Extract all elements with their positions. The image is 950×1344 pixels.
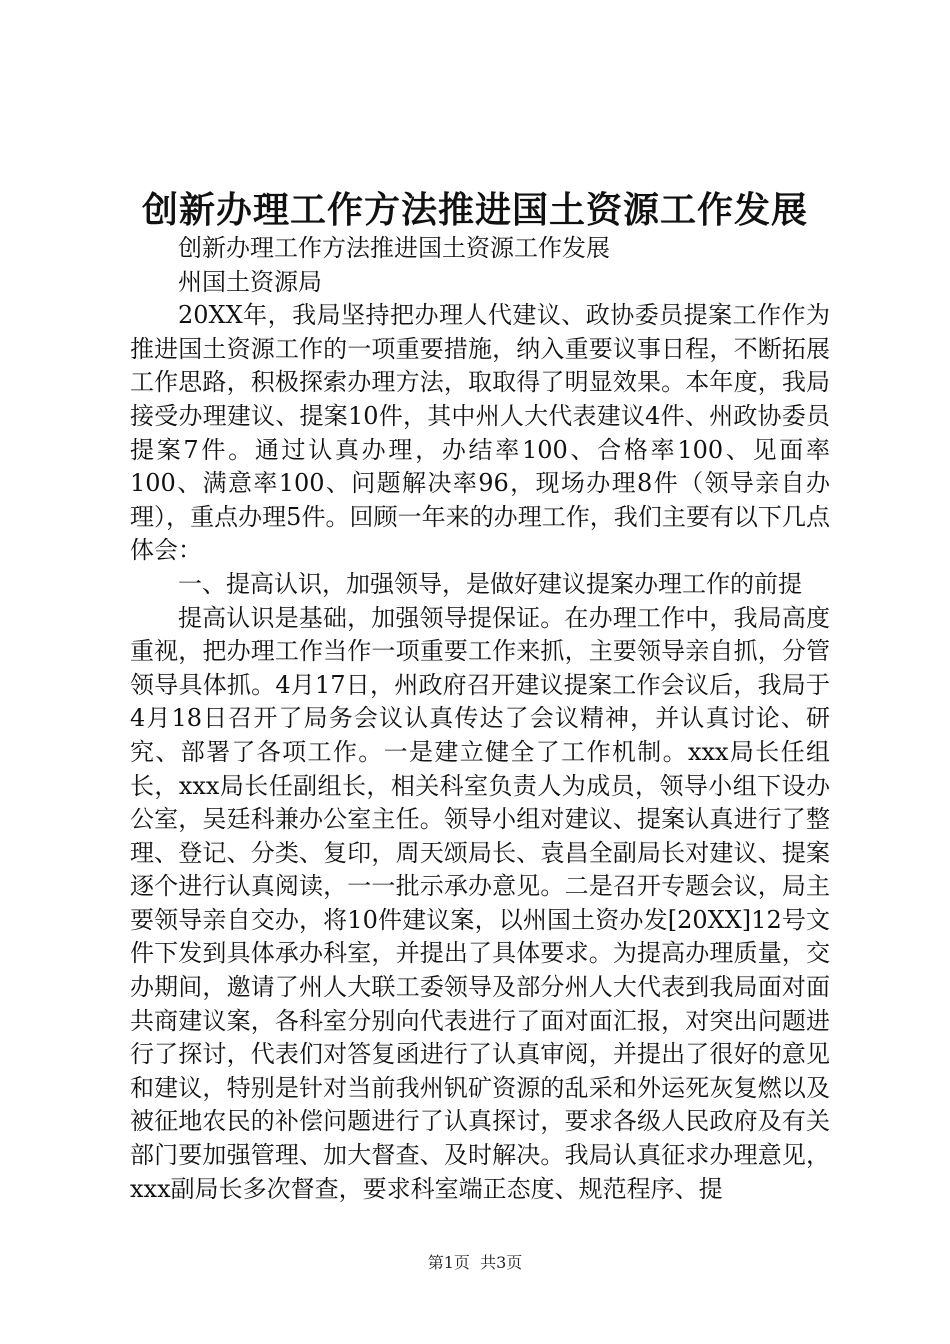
page-footer (0, 1252, 950, 1274)
author-line: 州国土资源局 (178, 267, 322, 296)
section-heading-1: 一、提高认识，加强领导，是做好建议提案办理工作的前提 (178, 569, 802, 598)
document-title: 创新办理工作方法推进国土资源工作发展 (141, 189, 808, 231)
intro-paragraph: 20XX年，我局坚持把办理人代建议、政协委员提案工作作为推进国土资源工作的一项重要措施，纳入重要议事日程，不断拓展工作思路，积极探索办理方法，取取得了明显效果。本年度，我局接受办理建议、提案10件，其中州人大代表建议4件、州政协委员提案7件。通过认真办理，办结率100、合格率100、见面率100、满意率100、问题解决率96，现场办理8件（领导亲自办理），重点办理5件。回顾一年来的办理工作，我们主要有以下几点体会： (130, 301, 830, 565)
subtitle-line: 创新办理工作方法推进国土资源工作发展 (178, 234, 610, 262)
section-1-paragraph: 提高认识是基础，加强领导提保证。在办理工作中，我局高度重视，把办理工作当作一项重要工作来抓，主要领导亲自抓，分管领导具体抓。4月17日，州政府召开建议提案工作会议后，我局于4月18日召开了局务会议认真传达了会议精神，并认真讨论、研究、部署了各项工作。一是建立健全了工作机制。xxx局长任组长，xxx局长任副组长，相关科室负责人为成员，领导小组下设办公室，吴廷科兼办公室主任。领导小组对建议、提案认真进行了整理、登记、分类、复印，周天颂局长、袁昌全副局长对建议、提案逐个进行认真阅读，一一批示承办意见。二是召开专题会议，局主要领导亲自交办，将10件建议案，以州国土资办发[20XX]12号文件下发到具体承办科室，并提出了具体要求。为提高办理质量，交办期间，邀请了州人大联工委领导及部分州人大代表到我局面对面共商建议案，各科室分别向代表进行了面对面汇报，对突出问题进行了探讨，代表们对答复函进行了认真审阅，并提出了很好的意见和建议，特别是针对当前我州钒矿资源的乱采和外运死灰复燃以及被征地农民的补偿问题进行了认真探讨，要求各级人民政府及有关部门要加强管理、加大督查、及时解决。我局认真征求办理意见，xxx副局长多次督查，要求科室端正态度、规范程序、提 (130, 603, 830, 1203)
document-body (130, 232, 830, 1206)
page-number: 第1页 共3页 (427, 1253, 523, 1272)
